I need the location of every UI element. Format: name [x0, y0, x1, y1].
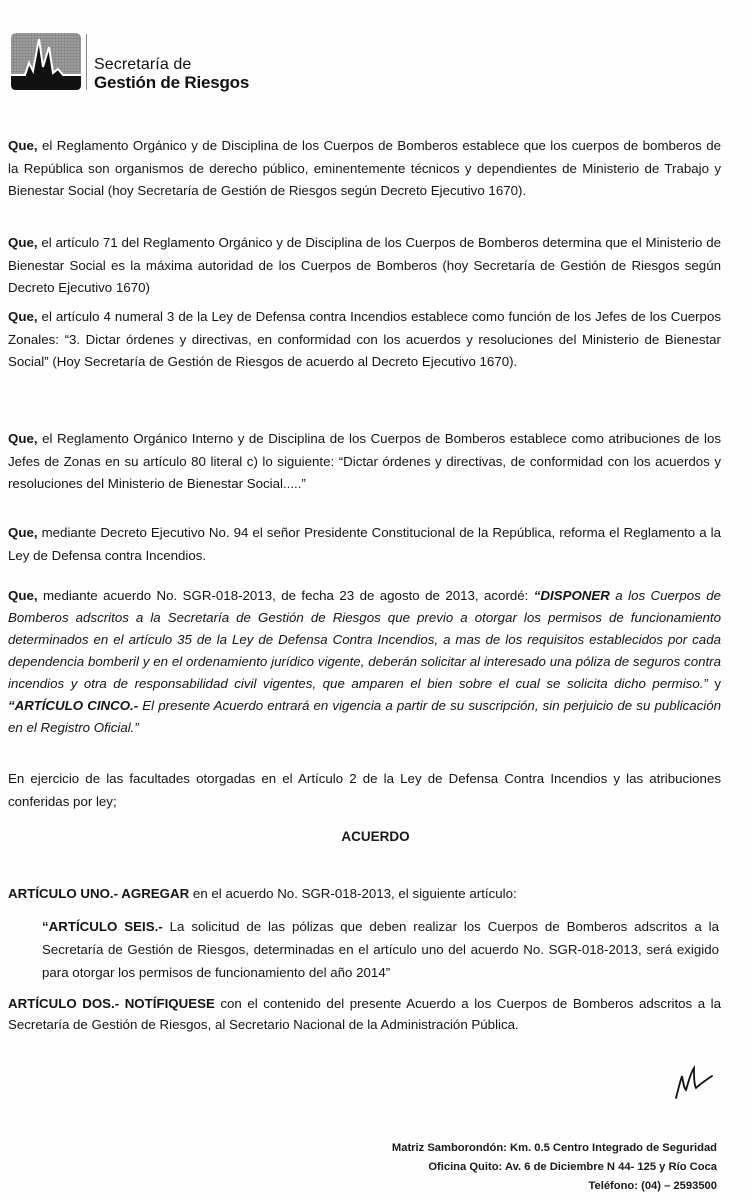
article-text: con el contenido del presente Acuerdo a los Cuerpos de Bomberos adscritos a la Secretaría de Gestión de Riesgos, al Secretario Nacional de la Administración Pública.: [8, 996, 722, 1032]
quote-disponer-label: “DISPONER: [533, 588, 610, 603]
article-uno: [8, 883, 721, 906]
whereas-lead: Que,: [8, 431, 38, 446]
article-text: La solicitud de las pólizas que deben realizar los Cuerpos de Bomberos adscritos a la Secretaría de Gestión de Riesgos, determinadas en el artículo uno del acuerdo No. SGR-018-2013, será exigido para otorgar los permisos de funcionamiento del año 2014”: [42, 919, 719, 980]
quote-articulo-cinco-label: “ARTÍCULO CINCO.-: [8, 698, 139, 713]
authority-paragraph: [8, 768, 721, 813]
paragraph-text: el artículo 4 numeral 3 de la Ley de Defensa contra Incendios establece como función de los Jefes de los Cuerpos Zonales: “3. Dictar órdenes y directivas, en conformidad con los acuerdos y resoluciones del Ministerio de Bienestar Social” (Hoy Secretaría de Gestión de Riesgos de acuerdo al Decreto Ejecutivo 1670).: [8, 309, 721, 369]
logo-divider: [86, 34, 87, 90]
whereas-paragraph-2: [8, 232, 721, 300]
whereas-lead: Que,: [8, 309, 38, 324]
article-label: ARTÍCULO DOS.-: [8, 996, 120, 1011]
paragraph-text: el Reglamento Orgánico y de Disciplina de los Cuerpos de Bomberos establece que los cuerpos de bomberos de la República son organismos de derecho público, eminentemente técnicos y dependientes de Ministerio de Trabajo y Bienestar Social (hoy Secretaría de Gestión de Riesgos según Decreto Ejecutivo 1670).: [8, 138, 721, 198]
whereas-paragraph-6: [8, 585, 721, 739]
whereas-paragraph-5: [8, 522, 721, 567]
acuerdo-heading: ACUERDO: [341, 829, 410, 844]
quote-articulo-cinco-text: El presente Acuerdo entrará en vigencia a partir de su suscripción, sin perjuicio de su publicación en el Registro Oficial.”: [8, 698, 721, 735]
paragraph-text: mediante acuerdo No. SGR-018-2013, de fecha 23 de agosto de 2013, acordé:: [37, 588, 534, 603]
whereas-paragraph-4: [8, 428, 721, 496]
footer-phone: Teléfono: (04) – 2593500: [588, 1180, 717, 1192]
whereas-lead: Que,: [8, 588, 38, 603]
whereas-lead: Que,: [8, 525, 38, 540]
article-label: “ARTÍCULO SEIS.-: [42, 919, 163, 934]
seismograph-logo-icon: [11, 33, 81, 90]
article-verb: NOTÍFIQUESE: [119, 996, 215, 1011]
org-name-line2: Gestión de Riesgos: [94, 73, 250, 92]
quote-connector: y: [707, 676, 722, 691]
paragraph-text: el Reglamento Orgánico Interno y de Disciplina de los Cuerpos de Bomberos establece como atribuciones de los Jefes de Zonas en su artículo 80 literal c) lo siguiente: “Dictar órdenes y directivas, de conformidad con los acuerdos y resoluciones del Ministerio de Bienestar Social.....”: [8, 431, 721, 491]
footer-address: [392, 1139, 717, 1196]
article-verb: AGREGAR: [118, 886, 190, 901]
article-label: ARTÍCULO UNO.-: [8, 886, 119, 901]
article-seis-quote: [42, 915, 719, 984]
quote-disponer-text: a los Cuerpos de Bomberos adscritos a la Secretaría de Gestión de Riesgos que previo a otorgar los permisos de funcionamiento determinados en el artículo 35 de la Ley de Defensa Contra Incendios, a mas de los requisitos establecidos por cada dependencia bomberil y en el ordenamiento jurídico vigente, deberán solicitar al interesado una póliza de seguros contra incendios y otra de responsabilidad civil vigentes, que amparen el bien sobre el cual se solicita dicho permiso.”: [8, 588, 721, 691]
paragraph-text: el artículo 71 del Reglamento Orgánico y de Disciplina de los Cuerpos de Bomberos determina que el Ministerio de Bienestar Social es la máxima autoridad de los Cuerpos de Bomberos (hoy Secretaría de Gestión de Riesgos según Decreto Ejecutivo 1670): [8, 235, 721, 295]
whereas-paragraph-3: [8, 306, 721, 374]
whereas-lead: Que,: [8, 235, 38, 250]
paragraph-text: En ejercicio de las facultades otorgadas en el Artículo 2 de la Ley de Defensa Contra Incendios y las atribuciones conferidas por ley;: [8, 771, 721, 809]
article-text: en el acuerdo No. SGR-018-2013, el siguiente artículo:: [189, 886, 517, 901]
org-name-line1: Secretaría de: [94, 56, 192, 73]
bleed-through-text: [150, 1141, 153, 1160]
paragraph-text: mediante Decreto Ejecutivo No. 94 el señor Presidente Constitucional de la República, reforma el Reglamento a la Ley de Defensa contra Incendios.: [8, 525, 721, 563]
whereas-lead: Que,: [8, 138, 38, 153]
article-dos: [8, 993, 721, 1035]
footer-matriz-address: Matriz Samborondón: Km. 0.5 Centro Integrado de Seguridad: [391, 1142, 717, 1154]
handwritten-initial-signature: [668, 1062, 718, 1102]
whereas-paragraph-1: [8, 135, 721, 203]
footer-quito-address: Oficina Quito: Av. 6 de Diciembre N 44- 125 y Río Coca: [428, 1161, 717, 1173]
